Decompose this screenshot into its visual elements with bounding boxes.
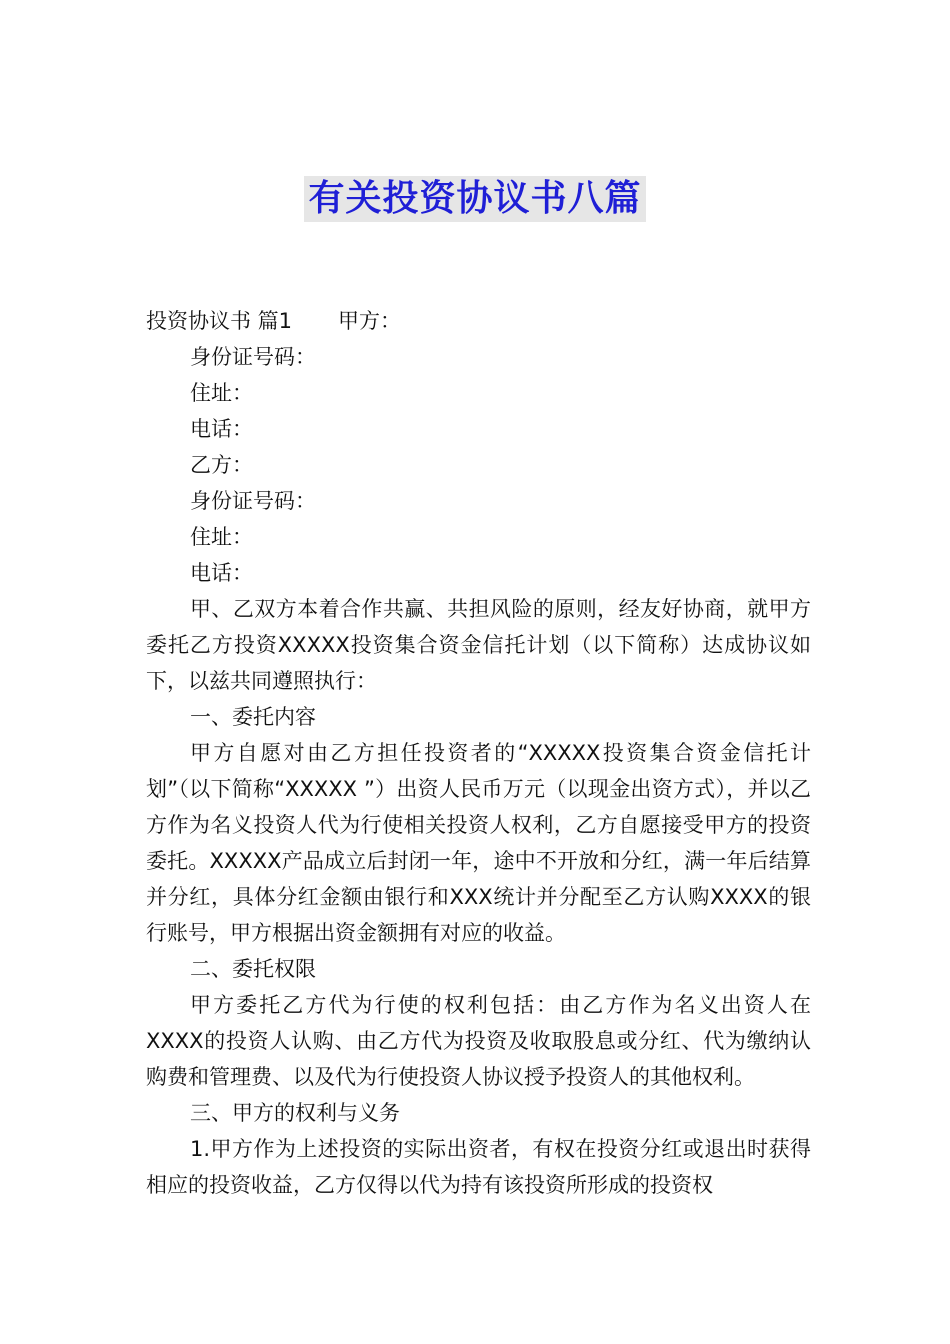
title-container bbox=[0, 176, 950, 222]
party-a-label: 甲方： bbox=[338, 309, 402, 333]
intro-paragraph: 甲、乙双方本着合作共赢、共担风险的原则，经友好协商，就甲方委托乙方投资XXXXX投资集合资金信托计划（以下简称）达成协议如下，以兹共同遵照执行： bbox=[146, 597, 811, 693]
agreement-heading-line bbox=[146, 303, 811, 339]
document-body bbox=[146, 303, 811, 1203]
party-b-id-field: 身份证号码： bbox=[190, 489, 316, 513]
section-3-item-1: 1.甲方作为上述投资的实际出资者，有权在投资分红或退出时获得相应的投资收益，乙方仅得以代为持有该投资所形成的投资权 bbox=[146, 1137, 811, 1197]
party-b-phone-field: 电话： bbox=[190, 561, 253, 585]
document-title: 有关投资协议书八篇 bbox=[304, 176, 645, 222]
party-a-phone-field: 电话： bbox=[190, 417, 253, 441]
section-1-heading: 一、委托内容 bbox=[190, 705, 316, 729]
agreement-heading: 投资协议书 篇1 bbox=[146, 309, 293, 333]
section-2-body: 甲方委托乙方代为行使的权利包括：由乙方作为名义出资人在XXXX的投资人认购、由乙方代为投资及收取股息或分红、代为缴纳认购费和管理费、以及代为行使投资人协议授予投资人的其他权利。 bbox=[146, 993, 811, 1089]
section-1-body: 甲方自愿对由乙方担任投资者的“XXXXX投资集合资金信托计划”（以下简称“XXXXX ”）出资人民币万元（以现金出资方式），并以乙方作为名义投资人代为行使相关投资人权利，乙方自愿接受甲方的投资委托。XXXXX产品成立后封闭一年，途中不开放和分红，满一年后结算并分红，具体分红金额由银行和XXX统计并分配至乙方认购XXXX的银行账号，甲方根据出资金额拥有对应的收益。 bbox=[146, 741, 811, 945]
section-2-heading: 二、委托权限 bbox=[190, 957, 316, 981]
section-3-heading: 三、甲方的权利与义务 bbox=[190, 1101, 400, 1125]
party-b-address-field: 住址： bbox=[190, 525, 253, 549]
party-a-id-field: 身份证号码： bbox=[190, 345, 316, 369]
party-b-label: 乙方： bbox=[190, 453, 253, 477]
party-a-address-field: 住址： bbox=[190, 381, 253, 405]
